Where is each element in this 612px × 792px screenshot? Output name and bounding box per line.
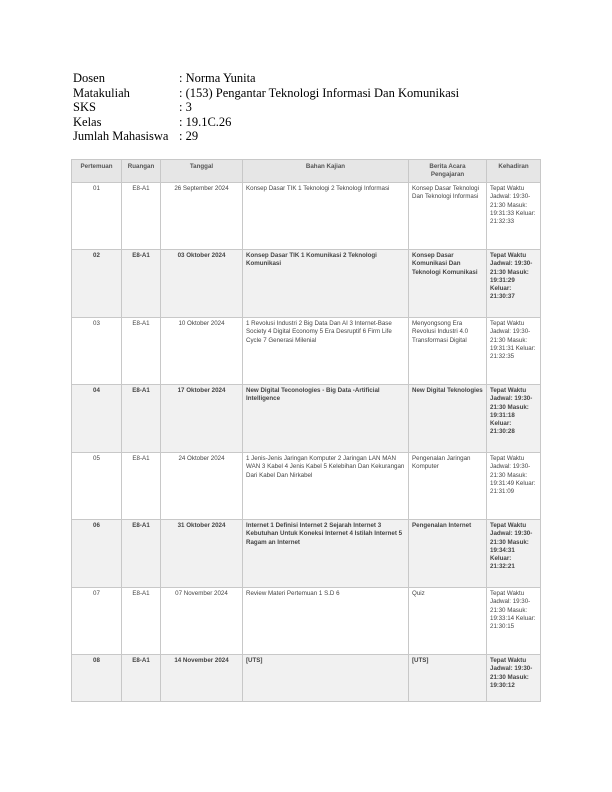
cell-berita-acara: Menyongsong Era Revolusi Industri 4.0 Transformasi Digital xyxy=(409,318,487,385)
cell-bahan-kajian: 1 Revolusi Industri 2 Big Data Dan AI 3 Internet-Base Society 4 Digital Economy 5 Era Desruptif 6 Firm Life Cycle 7 Generasi Milenial xyxy=(243,318,409,385)
table-header-row xyxy=(72,160,541,183)
cell-tanggal: 14 November 2024 xyxy=(161,655,243,702)
cell-tanggal: 03 Oktober 2024 xyxy=(161,250,243,318)
cell-tanggal: 26 September 2024 xyxy=(161,183,243,250)
header-label: Dosen xyxy=(73,71,105,85)
cell-kehadiran: Tepat Waktu Jadwal: 19:30-21:30 Masuk: 19:31:33 Keluar: 21:32:33 xyxy=(487,183,541,250)
cell-kehadiran: Tepat Waktu Jadwal: 19:30-21:30 Masuk: 19:31:31 Keluar: 21:32:35 xyxy=(487,318,541,385)
cell-tanggal: 31 Oktober 2024 xyxy=(161,520,243,588)
cell-ruangan: E8-A1 xyxy=(122,318,161,385)
column-header-bahan-kajian: Bahan Kajian xyxy=(243,160,409,183)
header-label: SKS xyxy=(73,100,96,115)
table-row xyxy=(72,385,541,453)
cell-berita-acara: Konsep Dasar Teknologi Dan Teknologi Informasi xyxy=(409,183,487,250)
cell-ruangan: E8-A1 xyxy=(122,520,161,588)
cell-pertemuan: 04 xyxy=(72,385,122,453)
header-label: Kelas xyxy=(73,114,102,129)
cell-ruangan: E8-A1 xyxy=(122,385,161,453)
cell-ruangan: E8-A1 xyxy=(122,250,161,318)
cell-tanggal: 17 Oktober 2024 xyxy=(161,385,243,453)
cell-tanggal: 24 Oktober 2024 xyxy=(161,453,243,520)
cell-pertemuan: 02 xyxy=(72,250,122,318)
header-value: : Norma Yunita xyxy=(179,71,256,85)
cell-berita-acara: Pengenalan Jaringan Komputer xyxy=(409,453,487,520)
cell-bahan-kajian: New Digital Teconologies - Big Data -Artificial Intelligence xyxy=(243,385,409,453)
cell-tanggal: 10 Oktober 2024 xyxy=(161,318,243,385)
table-row xyxy=(72,453,541,520)
column-header-berita-acara: Berita Acara Pengajaran xyxy=(409,160,487,183)
cell-kehadiran: Tepat Waktu Jadwal: 19:30-21:30 Masuk: 19:31:49 Keluar: 21:31:09 xyxy=(487,453,541,520)
table-row xyxy=(72,250,541,318)
cell-pertemuan: 06 xyxy=(72,520,122,588)
cell-kehadiran: Tepat Waktu Jadwal: 19:30-21:30 Masuk: 19:33:14 Keluar: 21:30:15 xyxy=(487,588,541,655)
table-row xyxy=(72,183,541,250)
cell-berita-acara: [UTS] xyxy=(409,655,487,702)
cell-pertemuan: 07 xyxy=(72,588,122,655)
header-row-jumlah-mahasiswa xyxy=(73,129,459,144)
cell-pertemuan: 08 xyxy=(72,655,122,702)
column-header-tanggal: Tanggal xyxy=(161,160,243,183)
cell-bahan-kajian: 1 Jenis-Jenis Jaringan Komputer 2 Jaringan LAN MAN WAN 3 Kabel 4 Jenis Kabel 5 Kelebihan Dan Kekurangan Dari Kabel Dan Nirkabel xyxy=(243,453,409,520)
header-value: : 3 xyxy=(179,100,192,115)
cell-berita-acara: Konsep Dasar Komunikasi Dan Teknologi Komunikasi xyxy=(409,250,487,318)
column-header-kehadiran: Kehadiran xyxy=(487,160,541,183)
header-label: Jumlah Mahasiswa xyxy=(73,129,169,144)
cell-kehadiran: Tepat Waktu Jadwal: 19:30-21:30 Masuk: 19:34:31 Keluar: 21:32:21 xyxy=(487,520,541,588)
cell-ruangan: E8-A1 xyxy=(122,183,161,250)
cell-pertemuan: 01 xyxy=(72,183,122,250)
cell-ruangan: E8-A1 xyxy=(122,588,161,655)
table-row xyxy=(72,655,541,702)
cell-berita-acara: Quiz xyxy=(409,588,487,655)
table-row xyxy=(72,588,541,655)
cell-ruangan: E8-A1 xyxy=(122,655,161,702)
header-value: : 19.1C.26 xyxy=(179,114,232,129)
cell-berita-acara: Pengenalan Internet xyxy=(409,520,487,588)
cell-tanggal: 07 November 2024 xyxy=(161,588,243,655)
header-label: Matakuliah xyxy=(73,85,130,100)
course-header xyxy=(73,71,459,144)
cell-pertemuan: 03 xyxy=(72,318,122,385)
column-header-pertemuan: Pertemuan xyxy=(72,160,122,183)
header-row-kelas xyxy=(73,115,459,130)
table-row xyxy=(72,520,541,588)
cell-bahan-kajian: Review Materi Pertemuan 1 S.D 6 xyxy=(243,588,409,655)
header-row-matakuliah xyxy=(73,86,459,101)
cell-kehadiran: Tepat Waktu Jadwal: 19:30-21:30 Masuk: 19:31:29 Keluar: 21:30:37 xyxy=(487,250,541,318)
cell-kehadiran: Tepat Waktu Jadwal: 19:30-21:30 Masuk: 19:30:12 xyxy=(487,655,541,702)
column-header-ruangan: Ruangan xyxy=(122,160,161,183)
header-value: : 29 xyxy=(179,129,199,144)
cell-bahan-kajian: Internet 1 Definisi Internet 2 Sejarah Internet 3 Kebutuhan Untuk Koneksi Internet 4 Istilah Internet 5 Ragam an Internet xyxy=(243,520,409,588)
cell-berita-acara: New Digital Teknologies xyxy=(409,385,487,453)
cell-bahan-kajian: [UTS] xyxy=(243,655,409,702)
attendance-table xyxy=(71,159,541,702)
table-row xyxy=(72,318,541,385)
cell-ruangan: E8-A1 xyxy=(122,453,161,520)
header-value: : (153) Pengantar Teknologi Informasi Dan Komunikasi xyxy=(179,85,460,100)
cell-kehadiran: Tepat Waktu Jadwal: 19:30-21:30 Masuk: 19:31:18 Keluar: 21:30:28 xyxy=(487,385,541,453)
cell-bahan-kajian: Konsep Dasar TIK 1 Teknologi 2 Teknologi Informasi xyxy=(243,183,409,250)
cell-bahan-kajian: Konsep Dasar TIK 1 Komunikasi 2 Teknologi Komunikasi xyxy=(243,250,409,318)
header-row-dosen xyxy=(73,71,459,86)
header-row-sks xyxy=(73,100,459,115)
cell-pertemuan: 05 xyxy=(72,453,122,520)
